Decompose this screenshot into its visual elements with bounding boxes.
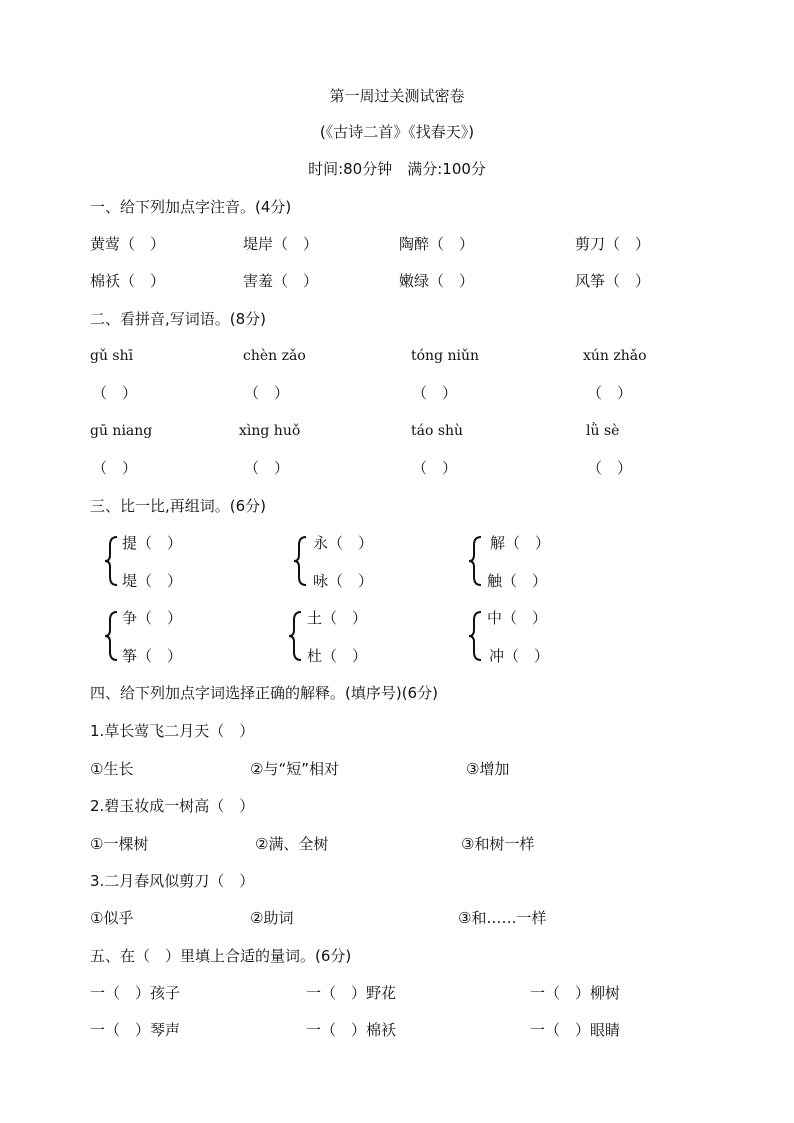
s2-blank: （ ） — [244, 384, 290, 402]
s3-char: 提（ ） — [122, 534, 183, 552]
brace-icon — [468, 611, 482, 661]
s2-blank: （ ） — [587, 459, 633, 477]
s2-blank: （ ） — [412, 459, 458, 477]
s2-pinyin: táo shù — [411, 423, 464, 439]
s3-char: 冲（ ） — [489, 647, 550, 665]
section3-heading: 三、比一比,再组词。(6分) — [90, 497, 267, 515]
s2-pinyin: chèn zǎo — [243, 348, 306, 364]
s1-word: 陶醉（ ） — [399, 235, 475, 253]
s4-option: ②助词 — [250, 909, 294, 927]
s2-pinyin: lǜ sè — [586, 423, 620, 439]
brace-icon — [468, 536, 482, 586]
s2-pinyin: gū niang — [90, 423, 153, 439]
s4-option: ③和树一样 — [461, 835, 535, 853]
s4-option: ③和……一样 — [458, 909, 547, 927]
s4-question: 3.二月春风似剪刀（ ） — [90, 872, 255, 890]
s2-blank: （ ） — [92, 384, 138, 402]
section5-heading: 五、在（ ）里填上合适的量词。(6分) — [90, 947, 352, 965]
section1-heading: 一、给下列加点字注音。(4分) — [90, 198, 292, 216]
brace-icon — [104, 536, 118, 586]
s4-option: ①生长 — [90, 760, 134, 778]
section4-heading: 四、给下列加点字词选择正确的解释。(填序号)(6分) — [90, 684, 438, 702]
s4-question: 2.碧玉妆成一树高（ ） — [90, 797, 255, 815]
s3-char: 解（ ） — [490, 534, 551, 552]
s1-word: 嫩绿（ ） — [399, 272, 475, 290]
s4-question: 1.草长莺飞二月天（ ） — [90, 722, 255, 740]
s3-char: 堤（ ） — [122, 572, 183, 590]
s3-char: 筝（ ） — [122, 647, 183, 665]
s4-option: ②与“短”相对 — [250, 760, 339, 778]
section2-heading: 二、看拼音,写词语。(8分) — [90, 310, 267, 328]
s3-char: 咏（ ） — [313, 572, 374, 590]
s4-option: ①一棵树 — [90, 835, 149, 853]
s2-pinyin: gǔ shī — [90, 348, 134, 364]
s1-word: 风筝（ ） — [575, 272, 651, 290]
s2-blank: （ ） — [587, 384, 633, 402]
s5-item: 一（ ）柳树 — [530, 984, 621, 1002]
s3-char: 中（ ） — [487, 609, 548, 627]
s3-char: 土（ ） — [307, 609, 368, 627]
s2-blank: （ ） — [412, 384, 458, 402]
s5-item: 一（ ）眼睛 — [530, 1021, 621, 1039]
s4-option: ③增加 — [466, 760, 510, 778]
s3-char: 争（ ） — [122, 609, 183, 627]
brace-icon — [288, 611, 302, 661]
s2-blank: （ ） — [92, 459, 138, 477]
brace-icon — [104, 611, 118, 661]
s1-word: 剪刀（ ） — [575, 235, 651, 253]
s4-option: ①似乎 — [90, 909, 134, 927]
s1-word: 害羞（ ） — [243, 272, 319, 290]
page-title: 第一周过关测试密卷 — [329, 87, 465, 105]
s1-word: 堤岸（ ） — [243, 235, 319, 253]
s5-item: 一（ ）琴声 — [90, 1021, 181, 1039]
s4-option: ②满、全树 — [255, 835, 329, 853]
s2-pinyin: tóng niǔn — [411, 348, 480, 364]
s5-item: 一（ ）孩子 — [90, 984, 181, 1002]
s5-item: 一（ ）野花 — [306, 984, 397, 1002]
s1-word: 黄莺（ ） — [90, 235, 166, 253]
s3-char: 永（ ） — [313, 534, 374, 552]
s2-blank: （ ） — [244, 459, 290, 477]
page-subtitle: (《古诗二首》《找春天》) — [319, 123, 475, 141]
s5-item: 一（ ）棉袄 — [306, 1021, 397, 1039]
time-info: 时间:80分钟 满分:100分 — [308, 160, 486, 178]
s2-pinyin: xún zhǎo — [583, 348, 647, 364]
s3-char: 杜（ ） — [307, 647, 368, 665]
s1-word: 棉袄（ ） — [90, 272, 166, 290]
brace-icon — [293, 536, 307, 586]
s2-pinyin: xìng huǒ — [239, 423, 301, 439]
s3-char: 触（ ） — [487, 572, 548, 590]
